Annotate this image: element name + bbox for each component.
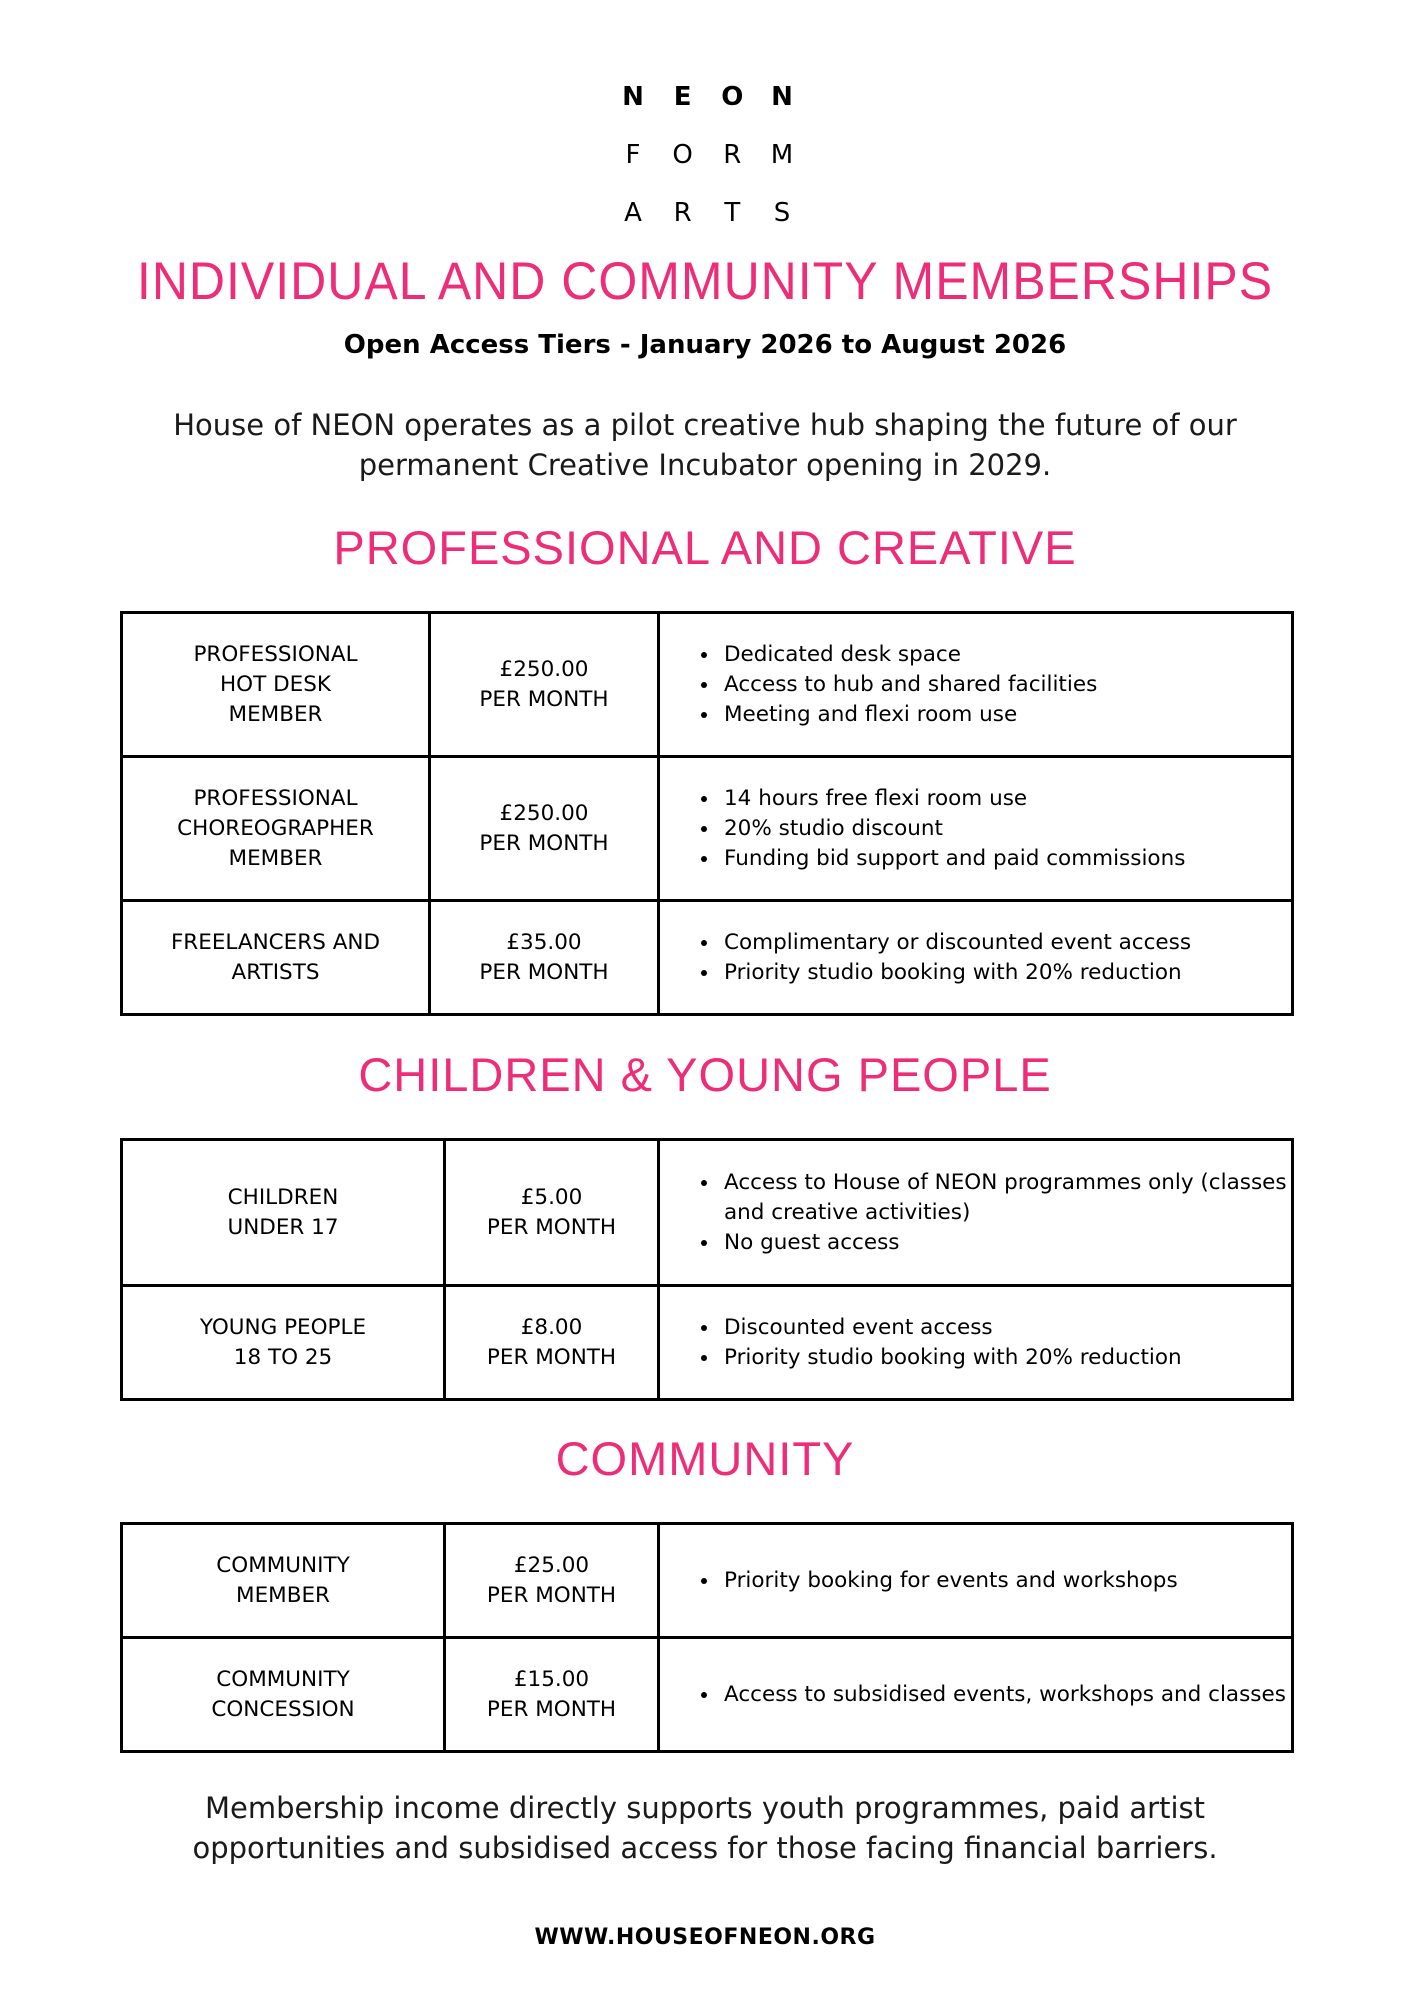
price-period: PER MONTH xyxy=(486,1696,617,1722)
price-amount: £5.00 xyxy=(520,1184,583,1210)
tier-name-line: FREELANCERS AND xyxy=(170,929,381,955)
intro-paragraph: House of NEON operates as a pilot creative hub shaping the future of our permanent Creative Incubator opening in 2029. xyxy=(173,408,1237,482)
price-amount: £250.00 xyxy=(499,656,589,682)
tier-price xyxy=(445,1638,659,1752)
tier-name-line: CHOREOGRAPHER xyxy=(177,815,374,841)
price-amount: £8.00 xyxy=(520,1314,583,1340)
tier-name xyxy=(122,1524,445,1638)
feature-item: • Priority booking for events and workshops xyxy=(720,1566,1291,1596)
feature-item: • No guest access xyxy=(720,1228,1291,1258)
logo-letter: E xyxy=(673,82,692,112)
tier-name xyxy=(122,1638,445,1752)
tier-name-line: ARTISTS xyxy=(231,959,320,985)
feature-item: • Priority studio booking with 20% reduction xyxy=(720,1343,1291,1373)
tier-name-line: YOUNG PEOPLE xyxy=(199,1314,367,1340)
tier-name-line: MEMBER xyxy=(236,1582,330,1608)
price-amount: £25.00 xyxy=(513,1552,590,1578)
table-row xyxy=(122,1524,1293,1638)
tier-name-line: MEMBER xyxy=(228,701,323,727)
table-row xyxy=(122,613,1293,757)
closing-paragraph: Membership income directly supports youth programmes, paid artist opportunities and subsidised access for those facing financial barriers. xyxy=(192,1791,1218,1865)
logo-letter: O xyxy=(721,82,744,112)
tier-price xyxy=(430,901,659,1015)
logo-line-1 xyxy=(620,68,795,126)
feature-item: • Access to hub and shared facilities xyxy=(720,670,1291,700)
tier-name-line: PROFESSIONAL xyxy=(193,641,358,667)
feature-item: • 20% studio discount xyxy=(720,814,1291,844)
feature-item: • 14 hours free flexi room use xyxy=(720,784,1291,814)
logo-letter: R xyxy=(673,198,692,228)
tier-name-line: HOT DESK xyxy=(220,671,331,697)
feature-item: • Access to House of NEON programmes only (classes and creative activities) xyxy=(720,1168,1291,1228)
tier-name-line: MEMBER xyxy=(228,845,323,871)
logo-line-2 xyxy=(620,126,795,184)
tier-features xyxy=(659,1524,1293,1638)
logo-letter: M xyxy=(770,140,794,170)
tier-name-line: UNDER 17 xyxy=(227,1214,339,1240)
logo-line-3 xyxy=(620,184,795,242)
table-row xyxy=(122,1286,1293,1400)
tier-name-line: PROFESSIONAL xyxy=(193,785,358,811)
logo-letter: N xyxy=(622,82,644,112)
page-subtitle: Open Access Tiers - January 2026 to August 2026 xyxy=(343,330,1067,360)
section-title-community: COMMUNITY xyxy=(555,1432,855,1485)
price-period: PER MONTH xyxy=(479,686,609,712)
tier-name xyxy=(122,757,430,901)
price-amount: £15.00 xyxy=(513,1666,590,1692)
tier-features xyxy=(659,901,1293,1015)
tier-name-line: 18 TO 25 xyxy=(233,1344,333,1370)
neon-form-arts-logo xyxy=(620,68,795,242)
logo-letter: S xyxy=(773,198,791,228)
logo-letter: N xyxy=(771,82,793,112)
logo-letter: A xyxy=(624,198,642,228)
page-title: INDIVIDUAL AND COMMUNITY MEMBERSHIPS xyxy=(136,251,1274,311)
feature-item: • Complimentary or discounted event access xyxy=(720,928,1291,958)
feature-item: • Dedicated desk space xyxy=(720,640,1291,670)
table-row xyxy=(122,1638,1293,1752)
feature-item: • Priority studio booking with 20% reduction xyxy=(720,958,1291,988)
community-tier-table xyxy=(120,1522,1294,1753)
feature-item: • Meeting and flexi room use xyxy=(720,700,1291,730)
price-period: PER MONTH xyxy=(486,1582,617,1608)
table-row xyxy=(122,901,1293,1015)
price-amount: £250.00 xyxy=(499,800,589,826)
tier-name xyxy=(122,613,430,757)
logo-letter: T xyxy=(724,198,741,228)
price-amount: £35.00 xyxy=(506,929,582,955)
tier-name xyxy=(122,1286,445,1400)
tier-price xyxy=(430,757,659,901)
tier-name-line: CHILDREN xyxy=(227,1184,339,1210)
feature-item: • Discounted event access xyxy=(720,1313,1291,1343)
tier-features xyxy=(659,1286,1293,1400)
logo-letter: O xyxy=(672,140,693,170)
section-title-children: CHILDREN & YOUNG PEOPLE xyxy=(358,1048,1052,1101)
tier-price xyxy=(445,1524,659,1638)
table-row xyxy=(122,757,1293,901)
price-period: PER MONTH xyxy=(486,1214,617,1240)
tier-name xyxy=(122,901,430,1015)
logo-letter: R xyxy=(723,140,742,170)
website-link[interactable]: WWW.HOUSEOFNEON.ORG xyxy=(534,1925,876,1950)
professional-tier-table xyxy=(120,611,1294,1016)
tier-price xyxy=(445,1140,659,1286)
tier-price xyxy=(430,613,659,757)
feature-item: • Funding bid support and paid commissions xyxy=(720,844,1291,874)
feature-item: • Access to subsidised events, workshops and classes xyxy=(720,1680,1291,1710)
tier-features xyxy=(659,757,1293,901)
price-period: PER MONTH xyxy=(486,1344,617,1370)
tier-name-line: CONCESSION xyxy=(211,1696,355,1722)
tier-features xyxy=(659,613,1293,757)
logo-letter: F xyxy=(625,140,641,170)
price-period: PER MONTH xyxy=(479,959,609,985)
tier-name-line: COMMUNITY xyxy=(216,1552,350,1578)
tier-name xyxy=(122,1140,445,1286)
tier-features xyxy=(659,1140,1293,1286)
tier-price xyxy=(445,1286,659,1400)
table-row xyxy=(122,1140,1293,1286)
children-tier-table xyxy=(120,1138,1294,1401)
section-title-professional: PROFESSIONAL AND CREATIVE xyxy=(333,521,1077,574)
tier-name-line: COMMUNITY xyxy=(216,1666,350,1692)
price-period: PER MONTH xyxy=(479,830,609,856)
tier-features xyxy=(659,1638,1293,1752)
